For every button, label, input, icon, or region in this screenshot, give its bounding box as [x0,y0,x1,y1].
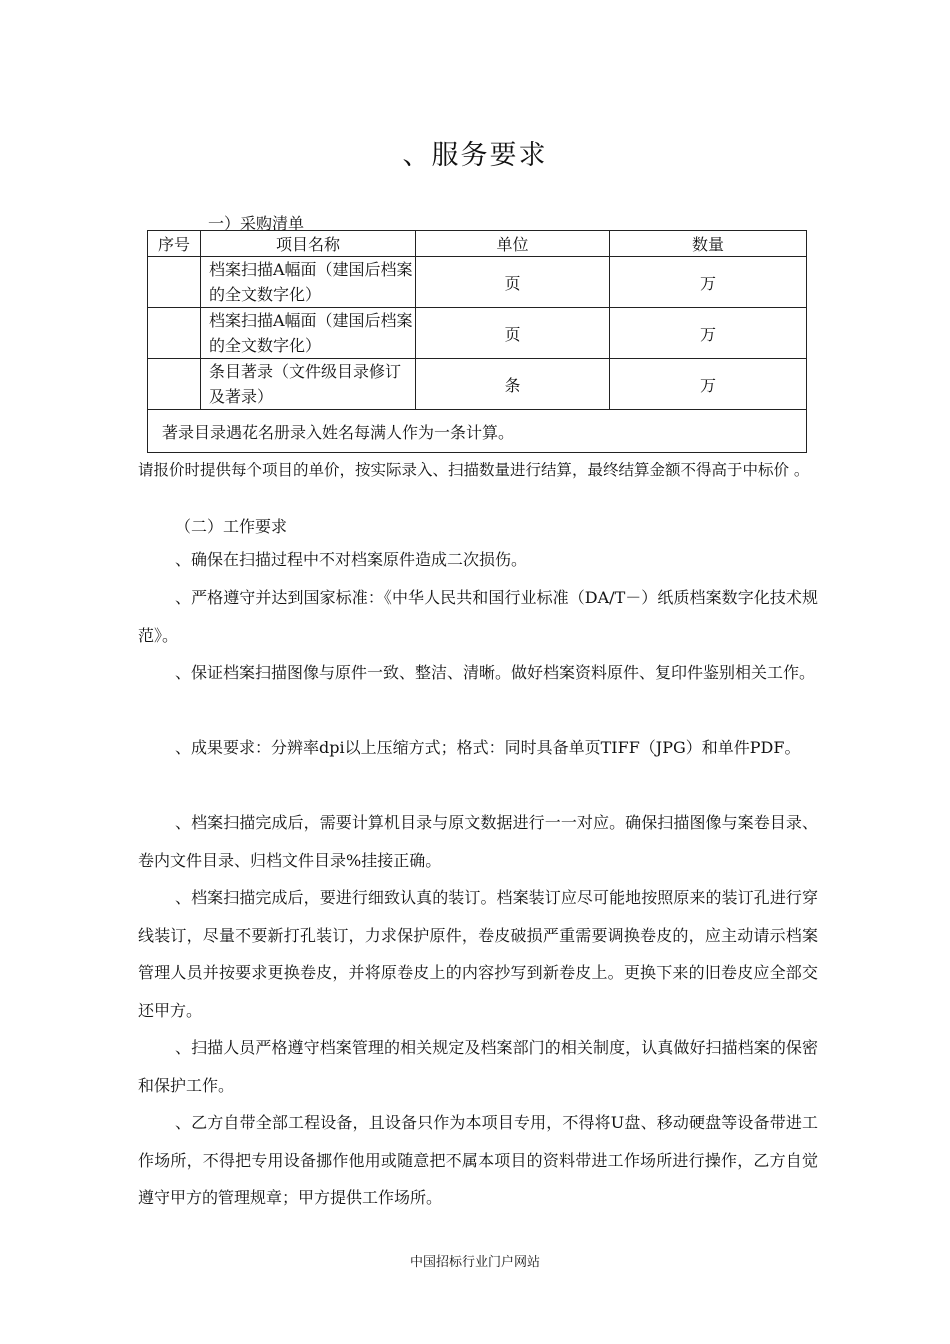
cell-qty: 万 [610,257,807,308]
cell-unit: 页 [416,257,610,308]
cell-seq [148,257,201,308]
cell-unit: 条 [416,359,610,410]
work-requirement-4: 、成果要求：分辨率dpi以上压缩方式；格式：同时具备单页TIFF（JPG）和单件PDF。 [175,738,801,757]
cell-qty: 万 [610,359,807,410]
table-note: 著录目录遇花名册录入姓名每满人作为一条计算。 [148,410,807,453]
table-note-row [148,410,807,453]
cell-name: 档案扫描A幅面（建国后档案的全文数字化） [201,308,416,359]
column-header-unit: 单位 [416,231,610,257]
column-header-qty: 数量 [610,231,807,257]
column-header-seq: 序号 [148,231,201,257]
work-requirement-2: 、严格遵守并达到国家标准：《中华人民共和国行业标准（DA/T－）纸质档案数字化技术规范》。 [138,588,818,645]
work-requirement-6: 、档案扫描完成后，要进行细致认真的装订。档案装订应尽可能地按照原来的装订孔进行穿线装订，尽量不要新打孔装订，力求保护原件，卷皮破损严重需要调换卷皮的，应主动请示档案管理人员并按要求更换卷皮，并将原卷皮上的内容抄写到新卷皮上。更换下来的旧卷皮应全部交还甲方。 [138,888,818,1020]
table-row [148,257,807,308]
work-requirement-8: 、乙方自带全部工程设备，且设备只作为本项目专用，不得将U盘、移动硬盘等设备带进工作场所，不得把专用设备挪作他用或随意把不属本项目的资料带进工作场所进行操作，乙方自觉遵守甲方的管理规章；甲方提供工作场所。 [138,1113,818,1207]
procurement-heading: 一）采购清单 [208,214,305,233]
cell-name: 档案扫描A幅面（建国后档案的全文数字化） [201,257,416,308]
cell-seq [148,359,201,410]
work-requirement-1: 、确保在扫描过程中不对档案原件造成二次损伤。 [175,550,528,569]
column-header-name: 项目名称 [201,231,416,257]
footer-site-name: 中国招标行业门户网站 [410,1255,541,1270]
price-note: 请报价时提供每个项目的单价，按实际录入、扫描数量进行结算，最终结算金额不得高于中标价 。 [138,461,810,479]
table-row [148,308,807,359]
work-requirements-heading: （二）工作要求 [175,517,288,536]
work-requirement-7: 、扫描人员严格遵守档案管理的相关规定及档案部门的相关制度，认真做好扫描档案的保密和保护工作。 [138,1038,818,1095]
cell-seq [148,308,201,359]
work-requirement-3: 、保证档案扫描图像与原件一致、整洁、清晰。做好档案资料原件、复印件鉴别相关工作。 [175,663,816,682]
table-header-row [148,231,807,257]
page-title: 、服务要求 [402,140,548,171]
cell-unit: 页 [416,308,610,359]
procurement-table [147,230,807,453]
table-row [148,359,807,410]
cell-name: 条目著录（文件级目录修订及著录） [201,359,416,410]
work-requirement-5: 、档案扫描完成后，需要计算机目录与原文数据进行一一对应。确保扫描图像与案卷目录、卷内文件目录、归档文件目录%挂接正确。 [138,813,818,870]
cell-qty: 万 [610,308,807,359]
